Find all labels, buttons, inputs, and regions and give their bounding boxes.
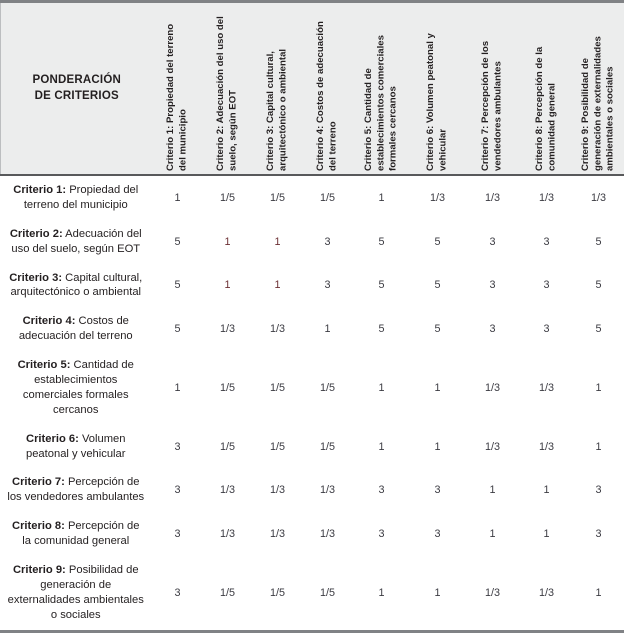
- column-header-label: Criterio 8: Percepción de la comunidad general: [534, 9, 559, 171]
- matrix-cell-r1-c8: 1/3: [521, 175, 573, 220]
- row-header-text: Posibilidad de generación de externalidades ambientales o sociales: [8, 564, 144, 621]
- matrix-cell-r8-c8: 1: [521, 512, 573, 556]
- matrix-cell-r2-c2: 1: [203, 220, 253, 264]
- matrix-cell-r4-c4: 1: [303, 307, 353, 351]
- row-header-criterio-1: [1, 175, 153, 220]
- matrix-cell-r7-c4: 1/3: [303, 468, 353, 512]
- table-row: [1, 556, 624, 631]
- row-header-text: Percepción de los vendedores ambulantes: [7, 476, 144, 503]
- matrix-cell-r5-c4: 1/5: [303, 351, 353, 425]
- matrix-cell-r3-c4: 3: [303, 264, 353, 308]
- matrix-cell-r4-c7: 3: [465, 307, 521, 351]
- row-header-text: Propiedad del terreno del municipio: [24, 184, 138, 211]
- column-header-criterio-1: [153, 2, 203, 176]
- matrix-cell-r5-c3: 1/5: [253, 351, 303, 425]
- matrix-cell-r9-c1: 3: [153, 556, 203, 631]
- matrix-cell-r7-c5: 3: [353, 468, 411, 512]
- matrix-cell-r6-c7: 1/3: [465, 425, 521, 469]
- table-row: [1, 468, 624, 512]
- matrix-cell-r3-c2: 1: [203, 264, 253, 308]
- row-header-tag: Criterio 4:: [23, 315, 76, 327]
- matrix-cell-r5-c7: 1/3: [465, 351, 521, 425]
- row-header-tag: Criterio 1:: [13, 184, 66, 196]
- corner-title-line-1: PONDERACIÓN: [7, 73, 147, 88]
- matrix-cell-r6-c4: 1/5: [303, 425, 353, 469]
- matrix-cell-r4-c9: 5: [573, 307, 624, 351]
- column-header-criterio-9: [573, 2, 624, 176]
- matrix-cell-r6-c2: 1/5: [203, 425, 253, 469]
- row-header-text: Capital cultural, arquitectónico o ambiental: [10, 272, 142, 299]
- row-header-text: Cantidad de establecimientos comerciales formales cercanos: [23, 359, 134, 416]
- matrix-cell-r4-c3: 1/3: [253, 307, 303, 351]
- matrix-cell-r6-c9: 1: [573, 425, 624, 469]
- matrix-cell-r8-c3: 1/3: [253, 512, 303, 556]
- row-header-tag: Criterio 3:: [9, 272, 62, 284]
- matrix-cell-r3-c1: 5: [153, 264, 203, 308]
- table-row: [1, 175, 624, 220]
- row-header-criterio-3: [1, 264, 153, 308]
- row-header-criterio-8: [1, 512, 153, 556]
- matrix-cell-r3-c5: 5: [353, 264, 411, 308]
- matrix-cell-r2-c3: 1: [253, 220, 303, 264]
- matrix-cell-r9-c2: 1/5: [203, 556, 253, 631]
- matrix-cell-r1-c1: 1: [153, 175, 203, 220]
- matrix-cell-r9-c9: 1: [573, 556, 624, 631]
- matrix-cell-r3-c9: 5: [573, 264, 624, 308]
- column-header-label: Criterio 1: Propiedad del terreno del municipio: [165, 9, 190, 171]
- matrix-cell-r8-c1: 3: [153, 512, 203, 556]
- matrix-cell-r2-c4: 3: [303, 220, 353, 264]
- header-row: [1, 2, 624, 176]
- matrix-cell-r6-c1: 3: [153, 425, 203, 469]
- matrix-cell-r5-c9: 1: [573, 351, 624, 425]
- matrix-cell-r9-c3: 1/5: [253, 556, 303, 631]
- row-header-tag: Criterio 8:: [12, 520, 65, 532]
- column-header-criterio-3: [253, 2, 303, 176]
- matrix-cell-r5-c6: 1: [411, 351, 465, 425]
- row-header-criterio-6: [1, 425, 153, 469]
- matrix-cell-r4-c1: 5: [153, 307, 203, 351]
- row-header-tag: Criterio 2:: [10, 228, 63, 240]
- matrix-cell-r7-c8: 1: [521, 468, 573, 512]
- row-header-tag: Criterio 5:: [18, 359, 71, 371]
- matrix-cell-r1-c9: 1/3: [573, 175, 624, 220]
- matrix-cell-r6-c3: 1/5: [253, 425, 303, 469]
- matrix-cell-r8-c6: 3: [411, 512, 465, 556]
- matrix-cell-r1-c2: 1/5: [203, 175, 253, 220]
- matrix-cell-r5-c2: 1/5: [203, 351, 253, 425]
- matrix-cell-r1-c6: 1/3: [411, 175, 465, 220]
- matrix-corner-title: [1, 2, 153, 176]
- matrix-cell-r7-c9: 3: [573, 468, 624, 512]
- column-header-label: Criterio 5: Cantidad de establecimientos comerciales formales cercanos: [363, 9, 400, 171]
- matrix-cell-r2-c6: 5: [411, 220, 465, 264]
- matrix-cell-r2-c9: 5: [573, 220, 624, 264]
- matrix-cell-r2-c5: 5: [353, 220, 411, 264]
- matrix-cell-r9-c5: 1: [353, 556, 411, 631]
- column-header-criterio-2: [203, 2, 253, 176]
- table-header: [1, 2, 624, 176]
- table-row: [1, 264, 624, 308]
- matrix-cell-r1-c5: 1: [353, 175, 411, 220]
- matrix-cell-r7-c3: 1/3: [253, 468, 303, 512]
- matrix-cell-r3-c6: 5: [411, 264, 465, 308]
- table-row: [1, 351, 624, 425]
- table-body: [1, 175, 624, 631]
- matrix-cell-r5-c8: 1/3: [521, 351, 573, 425]
- matrix-cell-r6-c6: 1: [411, 425, 465, 469]
- row-header-text: Costos de adecuación del terreno: [19, 315, 133, 342]
- matrix-cell-r8-c4: 1/3: [303, 512, 353, 556]
- column-header-criterio-5: [353, 2, 411, 176]
- matrix-cell-r7-c6: 3: [411, 468, 465, 512]
- matrix-cell-r5-c5: 1: [353, 351, 411, 425]
- row-header-tag: Criterio 7:: [12, 476, 65, 488]
- column-header-criterio-7: [465, 2, 521, 176]
- matrix-cell-r7-c7: 1: [465, 468, 521, 512]
- column-header-label: Criterio 9: Posibilidad de generación de externalidades ambientales o sociales: [580, 9, 617, 171]
- column-header-criterio-8: [521, 2, 573, 176]
- matrix-cell-r4-c8: 3: [521, 307, 573, 351]
- table-row: [1, 512, 624, 556]
- column-header-label: Criterio 2: Adecuación del uso del suelo, según EOT: [215, 9, 240, 171]
- matrix-cell-r4-c5: 5: [353, 307, 411, 351]
- matrix-cell-r2-c8: 3: [521, 220, 573, 264]
- row-header-criterio-5: [1, 351, 153, 425]
- matrix-cell-r1-c7: 1/3: [465, 175, 521, 220]
- table-row: [1, 425, 624, 469]
- row-header-tag: Criterio 9:: [13, 564, 66, 576]
- matrix-cell-r3-c3: 1: [253, 264, 303, 308]
- row-header-criterio-9: [1, 556, 153, 631]
- matrix-cell-r9-c4: 1/5: [303, 556, 353, 631]
- matrix-cell-r7-c2: 1/3: [203, 468, 253, 512]
- row-header-tag: Criterio 6:: [26, 433, 79, 445]
- matrix-cell-r9-c8: 1/3: [521, 556, 573, 631]
- table-row: [1, 220, 624, 264]
- column-header-label: Criterio 6: Volumen peatonal y vehicular: [425, 9, 450, 171]
- matrix-cell-r3-c7: 3: [465, 264, 521, 308]
- table-row: [1, 307, 624, 351]
- column-header-criterio-4: [303, 2, 353, 176]
- row-header-criterio-4: [1, 307, 153, 351]
- corner-title-line-2: DE CRITERIOS: [7, 89, 147, 104]
- matrix-cell-r7-c1: 3: [153, 468, 203, 512]
- column-header-label: Criterio 4: Costos de adecuación del terreno: [315, 9, 340, 171]
- column-header-criterio-6: [411, 2, 465, 176]
- row-header-text: Percepción de la comunidad general: [22, 520, 139, 547]
- row-header-text: Adecuación del uso del suelo, según EOT: [11, 228, 141, 255]
- matrix-cell-r3-c8: 3: [521, 264, 573, 308]
- matrix-cell-r6-c5: 1: [353, 425, 411, 469]
- matrix-cell-r5-c1: 1: [153, 351, 203, 425]
- matrix-cell-r1-c3: 1/5: [253, 175, 303, 220]
- row-header-criterio-7: [1, 468, 153, 512]
- matrix-cell-r9-c7: 1/3: [465, 556, 521, 631]
- row-header-criterio-2: [1, 220, 153, 264]
- matrix-cell-r2-c7: 3: [465, 220, 521, 264]
- matrix-cell-r4-c2: 1/3: [203, 307, 253, 351]
- matrix-cell-r6-c8: 1/3: [521, 425, 573, 469]
- row-header-text: Volumen peatonal y vehicular: [26, 433, 126, 460]
- matrix-cell-r4-c6: 5: [411, 307, 465, 351]
- column-header-label: Criterio 3: Capital cultural, arquitectónico o ambiental: [265, 9, 290, 171]
- matrix-cell-r8-c2: 1/3: [203, 512, 253, 556]
- matrix-cell-r8-c7: 1: [465, 512, 521, 556]
- matrix-cell-r8-c9: 3: [573, 512, 624, 556]
- column-header-label: Criterio 7: Percepción de los vendedores ambulantes: [480, 9, 505, 171]
- matrix-cell-r2-c1: 5: [153, 220, 203, 264]
- matrix-cell-r1-c4: 1/5: [303, 175, 353, 220]
- matrix-cell-r8-c5: 3: [353, 512, 411, 556]
- matrix-cell-r9-c6: 1: [411, 556, 465, 631]
